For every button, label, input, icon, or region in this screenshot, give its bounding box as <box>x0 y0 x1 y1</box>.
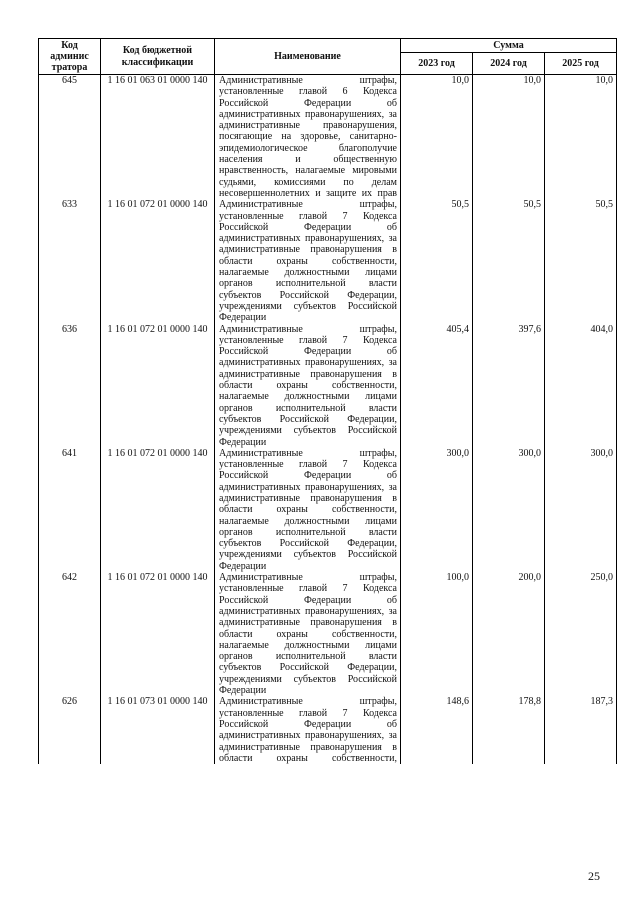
amount-2024-cell: 10,0 <box>473 75 545 200</box>
amount-2024-cell: 50,5 <box>473 199 545 323</box>
header-year-2024: 2024 год <box>473 53 545 75</box>
amount-2024-cell: 178,8 <box>473 696 545 764</box>
name-cell: Административные штрафы, установленные главой 7 Кодекса Российской Федерации об административных правонарушениях, за административные правонарушения в области охраны собственности, <box>215 696 401 764</box>
amount-2025-cell: 300,0 <box>545 448 617 572</box>
document-page <box>38 38 616 764</box>
header-budget-code: Код бюджетной классификации <box>101 39 215 75</box>
budget-code-cell: 1 16 01 072 01 0000 140 <box>101 324 215 448</box>
table-row <box>39 75 617 200</box>
amount-2025-cell: 10,0 <box>545 75 617 200</box>
amount-2023-cell: 50,5 <box>401 199 473 323</box>
amount-2024-cell: 200,0 <box>473 572 545 696</box>
amount-2025-cell: 250,0 <box>545 572 617 696</box>
admin-code-cell: 641 <box>39 448 101 572</box>
amount-2024-cell: 397,6 <box>473 324 545 448</box>
table-header <box>39 39 617 75</box>
amount-2023-cell: 100,0 <box>401 572 473 696</box>
amount-2023-cell: 148,6 <box>401 696 473 764</box>
table-row <box>39 572 617 696</box>
amount-2025-cell: 50,5 <box>545 199 617 323</box>
amount-2023-cell: 10,0 <box>401 75 473 200</box>
name-cell: Административные штрафы, установленные главой 6 Кодекса Российской Федерации об административных правонарушениях, за административные правонарушения, посягающие на здоровье, санитарно-эпидемиологическое благополучие населения и общественную нравственность, налагаемые мировыми судьями, комиссиями по делам несовершеннолетних и защите их прав <box>215 75 401 200</box>
table-row <box>39 448 617 572</box>
table-row <box>39 324 617 448</box>
header-year-2023: 2023 год <box>401 53 473 75</box>
amount-2025-cell: 187,3 <box>545 696 617 764</box>
amount-2023-cell: 300,0 <box>401 448 473 572</box>
table-body <box>39 75 617 765</box>
name-cell: Административные штрафы, установленные главой 7 Кодекса Российской Федерации об административных правонарушениях, за административные правонарушения в области охраны собственности, налагаемые должностными лицами органов исполнительной власти субъектов Российской Федерации, учреждениями субъектов Российской Федерации <box>215 448 401 572</box>
budget-code-cell: 1 16 01 072 01 0000 140 <box>101 572 215 696</box>
amount-2025-cell: 404,0 <box>545 324 617 448</box>
admin-code-cell: 626 <box>39 696 101 764</box>
budget-code-cell: 1 16 01 072 01 0000 140 <box>101 448 215 572</box>
name-cell: Административные штрафы, установленные главой 7 Кодекса Российской Федерации об административных правонарушениях, за административные правонарушения в области охраны собственности, налагаемые должностными лицами органов исполнительной власти субъектов Российской Федерации, учреждениями субъектов Российской Федерации <box>215 199 401 323</box>
page-number: 25 <box>588 869 600 883</box>
amount-2024-cell: 300,0 <box>473 448 545 572</box>
budget-code-cell: 1 16 01 063 01 0000 140 <box>101 75 215 200</box>
amount-2023-cell: 405,4 <box>401 324 473 448</box>
budget-code-cell: 1 16 01 073 01 0000 140 <box>101 696 215 764</box>
name-cell: Административные штрафы, установленные главой 7 Кодекса Российской Федерации об административных правонарушениях, за административные правонарушения в области охраны собственности, налагаемые должностными лицами органов исполнительной власти субъектов Российской Федерации, учреждениями субъектов Российской Федерации <box>215 324 401 448</box>
admin-code-cell: 636 <box>39 324 101 448</box>
admin-code-cell: 645 <box>39 75 101 200</box>
budget-code-cell: 1 16 01 072 01 0000 140 <box>101 199 215 323</box>
header-year-2025: 2025 год <box>545 53 617 75</box>
admin-code-cell: 633 <box>39 199 101 323</box>
admin-code-cell: 642 <box>39 572 101 696</box>
header-sum: Сумма <box>401 39 617 53</box>
header-admin-code: Код админис тратора <box>39 39 101 75</box>
header-name: Наименование <box>215 39 401 75</box>
table-row <box>39 696 617 764</box>
table-row <box>39 199 617 323</box>
revenue-table <box>38 38 617 764</box>
name-cell: Административные штрафы, установленные главой 7 Кодекса Российской Федерации об административных правонарушениях, за административные правонарушения в области охраны собственности, налагаемые должностными лицами органов исполнительной власти субъектов Российской Федерации, учреждениями субъектов Российской Федерации <box>215 572 401 696</box>
